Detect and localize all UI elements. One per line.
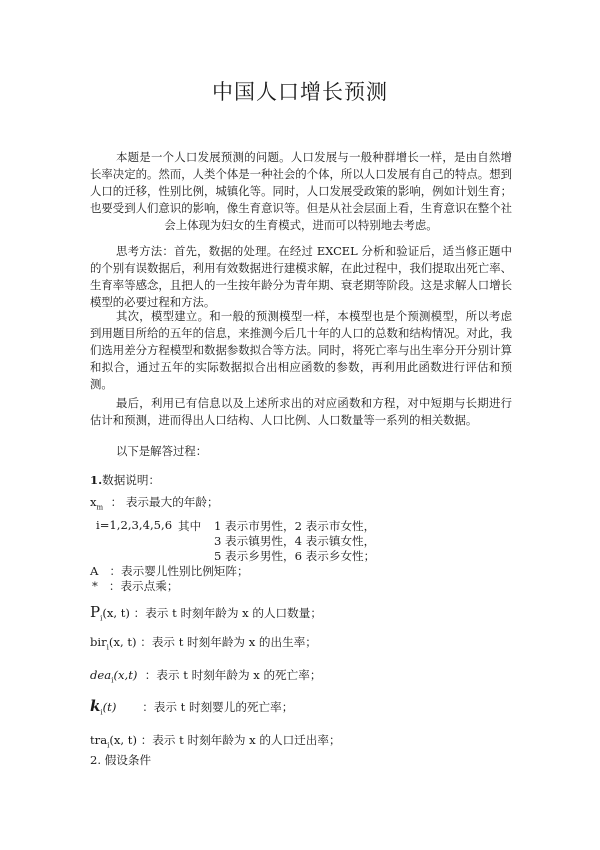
symbol-P: P <box>90 603 101 621</box>
definition-star <box>92 578 178 594</box>
symbol-k-subscript: i <box>100 708 103 717</box>
definition-A <box>90 563 249 579</box>
symbol-bir: bir <box>90 635 107 649</box>
definition-bir-text: ：表示 t 时刻年龄为 x 的出生率； <box>140 635 317 649</box>
symbol-dea-args: (x,t) <box>113 668 138 682</box>
definition-P-text: ：表示 t 时刻年龄为 x 的人口数量； <box>133 606 322 620</box>
definition-dea-text: ：表示 t 时刻年龄为 x 的死亡率； <box>144 668 322 682</box>
definition-i-line3: 5 表示乡男性，6 表示乡女性； <box>214 549 376 563</box>
definition-k <box>90 697 293 716</box>
symbol-x: x <box>90 495 97 509</box>
paragraph-intro: 本题是一个人口发展预测的问题。人口发展与一般种群增长一样，是由自然增长率决定的。然而，人类个体是一种社会的个体，所以人口发展有自己的特点。想到人口的迁移，性别比例，城镇化等。同时，人口发展受政策的影响，例如计划生育；也要受到人们意识的影响，像生育意识等。但是从社会层面上看，生育意识在整个社会上体现为妇女的生育模式，进而可以特别地去考虑。 <box>90 150 512 232</box>
section-number: 1. <box>90 473 103 487</box>
symbol-P-subscript: i <box>100 614 103 623</box>
page-title: 中国人口增长预测 <box>212 80 388 104</box>
paragraph-method: 思考方法：首先，数据的处理。在经过 EXCEL 分析和验证后，适当修正题中的个别有误数据后，利用有效数据进行建模求解，在此过程中，我们提取出死亡率、生育率等感念，且把人的一生按年龄分为青年期、衰老期等阶段。这是求解人口增长模型的必要过程和方法。 <box>90 244 512 309</box>
definition-i-where: 其中 <box>178 519 202 533</box>
symbol-tra-subscript: i <box>107 741 110 750</box>
definition-bir <box>90 634 317 651</box>
symbol-dea-subscript: i <box>111 676 114 685</box>
section-heading-data <box>90 472 160 488</box>
symbol-bir-args: (x, t) <box>108 635 137 649</box>
definition-star-text: ：表示点乘； <box>108 579 179 593</box>
symbol-x-subscript: m <box>96 503 104 512</box>
definition-i-line1: 1 表示市男性，2 表示市女性， <box>214 519 376 533</box>
definition-i-range <box>96 518 172 532</box>
definition-P <box>90 603 322 622</box>
paragraph-model: 其次，模型建立。和一般的预测模型一样，本模型也是个预测模型，所以考虑到用题目所给的五年的信息，来推测今后几十年的人口的总数和结构情况。对此，我们选用差分方程模型和数据参数拟合等方法。同时，将死亡率与出生率分开分别计算和拟合，通过五年的实际数据拟合出相应函数的参数，再利用此函数进行评估和预测。 <box>90 309 512 391</box>
symbol-dea: dea <box>90 668 112 682</box>
definition-A-text: ：表示婴儿性别比例矩阵； <box>109 564 249 578</box>
definition-xm <box>90 494 219 511</box>
symbol-A: A <box>90 564 99 578</box>
section-title: 数据说明： <box>102 473 161 487</box>
definition-tra <box>90 732 341 749</box>
symbol-star: * <box>92 579 98 593</box>
definition-i-line2: 3 表示镇男性，4 表示镇女性， <box>214 534 376 548</box>
definition-k-text: ：表示 t 时刻婴儿的死亡率； <box>142 700 294 714</box>
symbol-P-args: (x, t) <box>102 606 130 620</box>
paragraph-process: 以下是解答过程： <box>116 444 208 458</box>
definition-tra-text: ：表示 t 时刻年龄为 x 的人口迁出率； <box>140 733 341 747</box>
symbol-tra-args: (x, t) <box>109 733 137 747</box>
section-heading-assumptions: 2. 假设条件 <box>90 753 152 767</box>
symbol-bir-subscript: i <box>106 643 109 652</box>
symbol-k: k <box>90 697 101 715</box>
paragraph-conclusion: 最后，利用已有信息以及上述所求出的对应函数和方程，对中短期与长期进行估计和预测，进而得出人口结构、人口比例、人口数量等一系列的相关数据。 <box>90 396 512 427</box>
i-range: i=1,2,3,4,5,6 <box>96 518 173 532</box>
symbol-k-args: (t) <box>102 700 117 714</box>
definition-xm-text: ： 表示最大的年龄； <box>110 495 219 509</box>
definition-dea <box>90 667 321 684</box>
symbol-tra: tra <box>90 733 108 747</box>
